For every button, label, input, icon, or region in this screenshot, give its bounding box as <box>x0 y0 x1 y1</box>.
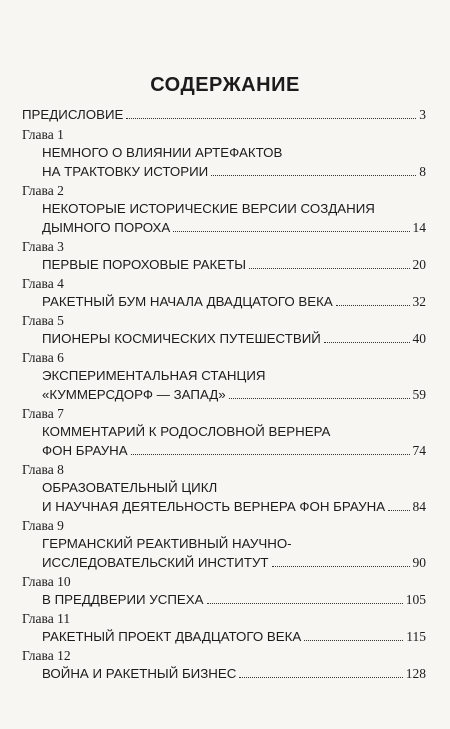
dot-leader <box>272 566 410 567</box>
chapter-label: Глава 7 <box>22 406 64 421</box>
toc-line <box>22 664 426 683</box>
toc-entry-chapter-4 <box>22 276 426 311</box>
chapter-label: Глава 10 <box>22 574 71 589</box>
toc-line <box>22 143 426 162</box>
page-number: 90 <box>412 555 426 570</box>
toc-line <box>22 162 426 181</box>
chapter-label: Глава 2 <box>22 183 64 198</box>
chapter-label: Глава 1 <box>22 127 64 142</box>
dot-leader <box>304 640 403 641</box>
dot-leader <box>131 454 410 455</box>
chapter-label: Глава 12 <box>22 648 71 663</box>
toc-entry-title: ДЫМНОГО ПОРОХА <box>42 220 171 235</box>
page-number: 59 <box>412 387 426 402</box>
toc-entry-preface <box>22 105 426 125</box>
dot-leader <box>173 231 409 232</box>
toc-entry-chapter-12 <box>22 648 426 683</box>
toc-entry-title: В ПРЕДДВЕРИИ УСПЕХА <box>42 592 204 607</box>
chapter-label: Глава 3 <box>22 239 64 254</box>
toc-line <box>22 553 426 572</box>
page-number: 3 <box>419 107 426 122</box>
toc-entry-chapter-8 <box>22 462 426 516</box>
chapter-list <box>22 127 426 683</box>
toc-entry-title: ЭКСПЕРИМЕНТАЛЬНАЯ СТАНЦИЯ <box>42 368 266 383</box>
dot-leader <box>207 603 403 604</box>
chapter-label: Глава 5 <box>22 313 64 328</box>
toc-entry-chapter-5 <box>22 313 426 348</box>
toc-line <box>22 329 426 348</box>
toc-entry-chapter-2 <box>22 183 426 237</box>
dot-leader <box>239 677 402 678</box>
dot-leader <box>211 175 416 176</box>
dot-leader <box>336 305 410 306</box>
page-number: 8 <box>419 164 426 179</box>
page-title: СОДЕРЖАНИЕ <box>150 74 300 96</box>
toc-entry-title: ПЕРВЫЕ ПОРОХОВЫЕ РАКЕТЫ <box>42 257 247 272</box>
table-of-contents <box>22 105 426 683</box>
toc-entry-title: И НАУЧНАЯ ДЕЯТЕЛЬНОСТЬ ВЕРНЕРА ФОН БРАУНА <box>42 499 386 514</box>
page-number: 32 <box>412 294 426 309</box>
toc-entry-title: ФОН БРАУНА <box>42 443 128 458</box>
toc-line <box>22 366 426 385</box>
toc-line <box>22 199 426 218</box>
toc-entry-title: РАКЕТНЫЙ БУМ НАЧАЛА ДВАДЦАТОГО ВЕКА <box>42 294 333 309</box>
toc-entry-title: НЕМНОГО О ВЛИЯНИИ АРТЕФАКТОВ <box>42 145 283 160</box>
page-number: 14 <box>412 220 426 235</box>
page-number: 84 <box>412 499 426 514</box>
dot-leader <box>388 510 409 511</box>
toc-entry-title: «КУММЕРСДОРФ — ЗАПАД» <box>42 387 226 402</box>
page-number: 74 <box>412 443 426 458</box>
toc-entry-chapter-6 <box>22 350 426 404</box>
toc-entry-chapter-9 <box>22 518 426 572</box>
toc-line <box>22 590 426 609</box>
toc-line <box>22 627 426 646</box>
dot-leader <box>126 118 416 119</box>
dot-leader <box>249 268 409 269</box>
toc-entry-title: ПИОНЕРЫ КОСМИЧЕСКИХ ПУТЕШЕСТВИЙ <box>42 331 321 346</box>
toc-line <box>22 534 426 553</box>
chapter-label: Глава 9 <box>22 518 64 533</box>
toc-line <box>22 218 426 237</box>
toc-line <box>22 422 426 441</box>
chapter-label: Глава 11 <box>22 611 71 626</box>
toc-entry-chapter-11 <box>22 611 426 646</box>
toc-line <box>22 478 426 497</box>
toc-entry-chapter-3 <box>22 239 426 274</box>
toc-entry-chapter-10 <box>22 574 426 609</box>
toc-line <box>22 105 426 125</box>
toc-line <box>22 255 426 274</box>
toc-entry-title: НЕКОТОРЫЕ ИСТОРИЧЕСКИЕ ВЕРСИИ СОЗДАНИЯ <box>42 201 375 216</box>
toc-entry-title: КОММЕНТАРИЙ К РОДОСЛОВНОЙ ВЕРНЕРА <box>42 424 331 439</box>
toc-entry-title: ВОЙНА И РАКЕТНЫЙ БИЗНЕС <box>42 666 237 681</box>
toc-entry-title: ГЕРМАНСКИЙ РЕАКТИВНЫЙ НАУЧНО- <box>42 536 292 551</box>
chapter-label: Глава 8 <box>22 462 64 477</box>
page-number: 115 <box>406 629 426 644</box>
page-number: 128 <box>405 666 426 681</box>
dot-leader <box>324 342 410 343</box>
toc-line <box>22 497 426 516</box>
chapter-label: Глава 4 <box>22 276 64 291</box>
page-number: 20 <box>412 257 426 272</box>
toc-entry-title: ИССЛЕДОВАТЕЛЬСКИЙ ИНСТИТУТ <box>42 555 269 570</box>
toc-entry-title: РАКЕТНЫЙ ПРОЕКТ ДВАДЦАТОГО ВЕКА <box>42 629 302 644</box>
toc-line <box>22 385 426 404</box>
toc-entry-chapter-7 <box>22 406 426 460</box>
toc-line <box>22 441 426 460</box>
dot-leader <box>229 398 410 399</box>
chapter-label: Глава 6 <box>22 350 64 365</box>
toc-entry-chapter-1 <box>22 127 426 181</box>
toc-entry-title: ОБРАЗОВАТЕЛЬНЫЙ ЦИКЛ <box>42 480 218 495</box>
toc-entry-title: НА ТРАКТОВКУ ИСТОРИИ <box>42 164 209 179</box>
toc-entry-title: ПРЕДИСЛОВИЕ <box>22 107 124 122</box>
toc-line <box>22 292 426 311</box>
page-number: 40 <box>412 331 426 346</box>
page-number: 105 <box>405 592 426 607</box>
